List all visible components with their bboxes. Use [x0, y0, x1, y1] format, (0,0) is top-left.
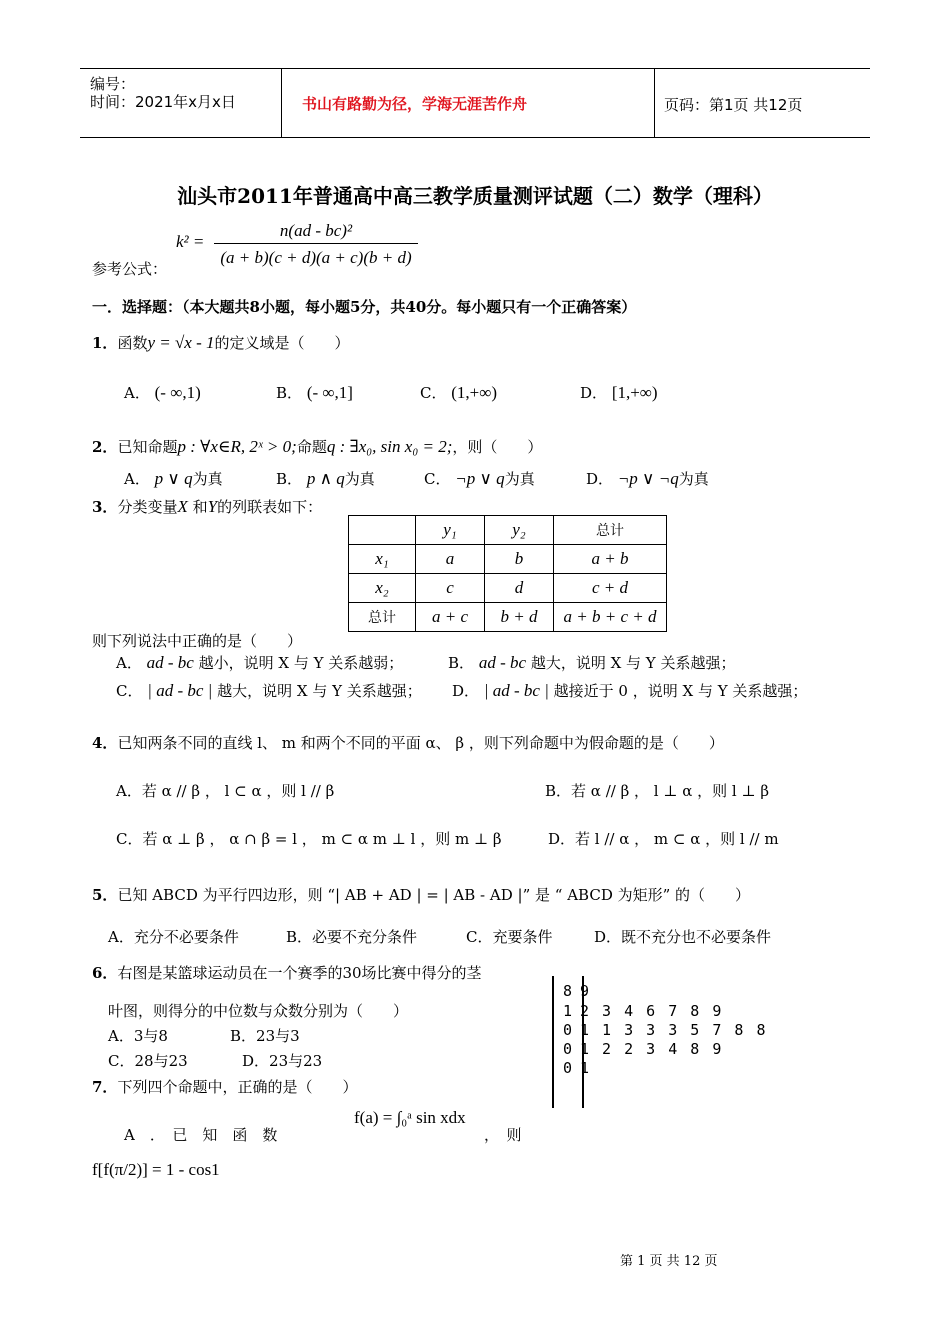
- stem-value: 0: [563, 1021, 575, 1039]
- q1-pre: 函数: [117, 334, 148, 352]
- q5-option-d[interactable]: D．既不充分也不必要条件: [594, 928, 772, 946]
- q3-prompt: 则下列说法中正确的是（ ）: [92, 632, 303, 650]
- code-label: 编号：: [90, 75, 136, 93]
- q6-option-a[interactable]: A．3与8: [108, 1027, 168, 1045]
- q3-option-a[interactable]: A． ad - bc 越小，说明 X 与 Y 关系越弱；: [116, 653, 404, 672]
- table-cell: [349, 516, 416, 545]
- q1-post: 的定义域是（ ）: [214, 334, 350, 352]
- q5-option-a[interactable]: A．充分不必要条件: [108, 928, 239, 946]
- q2-post: ，则（ ）: [452, 438, 543, 456]
- leaf-values: 2 3 4 6 7 8 9: [580, 1002, 724, 1020]
- q2-option-d[interactable]: D． ¬p ∨ ¬q为真: [586, 469, 709, 488]
- q6-text-line2: 叶图，则得分的中位数与众数分别为（ ）: [108, 1002, 409, 1020]
- q3-and: 和: [192, 498, 208, 516]
- page-label: 页码：第1页 共12页: [664, 96, 803, 114]
- q2-pre: 已知命题: [117, 438, 178, 456]
- stem-value: 8: [563, 982, 575, 1000]
- table-cell: d: [485, 574, 554, 603]
- q2-option-a[interactable]: A． p ∨ q为真: [124, 469, 223, 488]
- motto: 书山有路勤为径，学海无涯苦作舟: [302, 95, 528, 113]
- table-cell: x₂: [349, 574, 416, 603]
- q2-q: q : ∃x₀, sin x₀ = 2;: [326, 437, 453, 456]
- var-x: X: [177, 497, 188, 516]
- q3-option-b[interactable]: B． ad - bc 越大，说明 X 与 Y 关系越强；: [448, 653, 736, 672]
- table-row: [349, 574, 667, 603]
- table-cell: c: [416, 574, 485, 603]
- leaf-values: 1: [580, 1059, 592, 1077]
- question-number: 7．: [92, 1078, 118, 1096]
- q3-text: 的列联表如下：: [217, 498, 323, 516]
- q2-mid: 命题: [296, 438, 327, 456]
- q7-option-a-expr: f(a) = ∫₀ᵃ sin xdx: [354, 1108, 466, 1127]
- stem-value: 0: [563, 1040, 575, 1058]
- q6-option-d[interactable]: D．23与23: [242, 1052, 323, 1070]
- q5-text: 已知 ABCD 为平行四边形，则 “| AB + AD | = | AB - AD |” 是 “ ABCD 为矩形” 的（ ）: [117, 886, 751, 904]
- question-4: [92, 732, 724, 753]
- question-number: 4．: [92, 734, 118, 752]
- header-divider: [281, 69, 282, 137]
- q1-option-a[interactable]: A． (- ∞,1): [124, 383, 201, 402]
- question-3: [92, 496, 322, 517]
- leaf-values: 1 2 2 3 4 8 9: [580, 1040, 724, 1058]
- table-cell: 总计: [554, 516, 667, 545]
- formula-numerator: n(ad - bc)²: [214, 221, 418, 244]
- q3-option-c[interactable]: C． | ad - bc | 越大，说明 X 与 Y 关系越强；: [116, 681, 422, 700]
- question-7: [92, 1076, 357, 1097]
- formula-label: 参考公式：: [92, 260, 168, 278]
- q6-option-c[interactable]: C．28与23: [108, 1052, 188, 1070]
- question-1: [92, 332, 350, 353]
- q2-p: p : ∀x∈R, 2ˣ > 0;: [177, 437, 297, 456]
- q7-option-a-pre[interactable]: A ． 已 知 函 数: [124, 1126, 278, 1144]
- page-footer: 第 1 页 共 12 页: [620, 1254, 718, 1269]
- table-cell: 总计: [349, 603, 416, 632]
- q7-option-a-post: ， 则: [484, 1126, 522, 1144]
- table-cell: a + c: [416, 603, 485, 632]
- exam-title: 汕头市2011年普通高中高三教学质量测评试题（二）数学（理科）: [177, 184, 773, 208]
- q3-text: 分类变量: [117, 498, 178, 516]
- var-y: Y: [207, 497, 218, 516]
- time-label: 时间：2021年x月x日: [90, 93, 236, 111]
- section-heading: 一．选择题：（本大题共8小题，每小题5分，共40分。每小题只有一个正确答案）: [92, 298, 637, 316]
- question-5: [92, 884, 750, 905]
- q6-option-b[interactable]: B．23与3: [230, 1027, 300, 1045]
- q4-text: 已知两条不同的直线 l、 m 和两个不同的平面 α、 β ，则下列命题中为假命题的是（ ）: [117, 734, 724, 752]
- q2-option-c[interactable]: C． ¬p ∨ q为真: [424, 469, 535, 488]
- q5-option-c[interactable]: C．充要条件: [466, 928, 553, 946]
- question-number: 3．: [92, 498, 118, 516]
- q4-option-d[interactable]: D．若 l // α ， m ⊂ α ，则 l // m: [548, 830, 779, 848]
- table-row: [349, 603, 667, 632]
- q1-option-b[interactable]: B． (- ∞,1]: [276, 383, 353, 402]
- stem-value: 0: [563, 1059, 575, 1077]
- question-number: 5．: [92, 886, 118, 904]
- plot-line: [552, 976, 554, 1108]
- question-6: [92, 962, 482, 983]
- q4-option-c[interactable]: C．若 α ⊥ β ， α ∩ β = l ， m ⊂ α m ⊥ l ，则 m ⊥ β: [116, 830, 502, 848]
- leaf-values: 9: [580, 982, 592, 1000]
- q4-option-b[interactable]: B．若 α // β ， l ⊥ α ，则 l ⊥ β: [545, 782, 769, 800]
- q7-option-a-line2: f[f(π/2)] = 1 - cos1: [92, 1160, 220, 1179]
- page-header: [80, 68, 870, 138]
- table-cell: x₁: [349, 545, 416, 574]
- table-row: [349, 545, 667, 574]
- q3-option-d[interactable]: D． | ad - bc | 越接近于 0 ，说明 X 与 Y 关系越强；: [452, 681, 808, 700]
- table-row: [349, 516, 667, 545]
- formula-lhs: k² =: [176, 232, 205, 251]
- formula-denominator: (a + b)(c + d)(a + c)(b + d): [220, 248, 412, 267]
- contingency-table: [348, 515, 667, 632]
- table-cell: y₂: [485, 516, 554, 545]
- table-cell: a: [416, 545, 485, 574]
- question-number: 6．: [92, 964, 118, 982]
- table-cell: a + b + c + d: [554, 603, 667, 632]
- q4-option-a[interactable]: A．若 α // β ， l ⊂ α ，则 l // β: [116, 782, 335, 800]
- stem-value: 1: [563, 1002, 575, 1020]
- q1-expr: y = √x - 1: [147, 333, 215, 352]
- q1-option-c[interactable]: C． (1,+∞): [420, 383, 498, 402]
- question-2: [92, 436, 542, 457]
- q2-option-b[interactable]: B． p ∧ q为真: [276, 469, 375, 488]
- question-number: 2．: [92, 438, 118, 456]
- q5-option-b[interactable]: B．必要不充分条件: [286, 928, 418, 946]
- q6-text: 右图是某篮球运动员在一个赛季的30场比赛中得分的茎: [117, 964, 482, 982]
- question-number: 1．: [92, 334, 118, 352]
- table-cell: c + d: [554, 574, 667, 603]
- q7-text: 下列四个命题中，正确的是（ ）: [117, 1078, 358, 1096]
- header-divider: [654, 69, 655, 137]
- q1-option-d[interactable]: D． [1,+∞): [580, 383, 658, 402]
- table-cell: a + b: [554, 545, 667, 574]
- leaf-values: 1 1 3 3 3 5 7 8 8: [580, 1021, 768, 1039]
- table-cell: b: [485, 545, 554, 574]
- table-cell: b + d: [485, 603, 554, 632]
- table-cell: y₁: [416, 516, 485, 545]
